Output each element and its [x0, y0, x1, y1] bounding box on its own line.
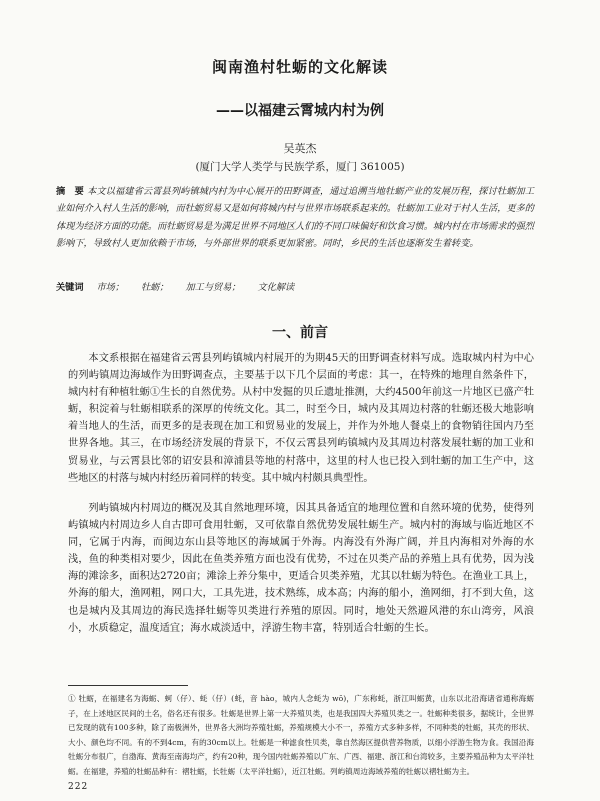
body-paragraph-1	[68, 350, 534, 487]
paper-subtitle: ——以福建云霄城内村为例	[216, 103, 384, 119]
author-affiliation: (厦门大学人类学与民族学系，厦门 361005)	[195, 161, 405, 173]
abstract-label: 摘 要	[56, 186, 84, 197]
abstract-text: 本文以福建省云霄县列屿镇城内村为中心展开的田野调查，通过追溯当地牡蛎产业的发展历程，探讨牡蛎加工业如何介入村人生活的影响，而牡蛎贸易又是如何将城内村与世界市场联系起来的。牡蛎加工业对于村人生活，更多的体现为经济方面的功能。而牡蛎贸易是为满足世界不同地区人们的不同口味偏好和饮食习惯。城内村在市场需求的强烈影响下，导致村人更加依赖于市场，与外部世界的联系更加紧密。同时，乡民的生活也逐渐发生着转变。	[56, 186, 535, 250]
keyword: 文化解读	[257, 282, 295, 293]
keywords-label: 关键词	[56, 282, 84, 293]
author-name: 吴英杰	[283, 142, 317, 155]
footnote-divider	[68, 685, 188, 686]
section-heading: 一、前言	[272, 325, 328, 341]
footnote: ① 牡蛎，在福建名为海蛎、蚵（仔）、蚝（仔）(蚝，音 hào，城内人念蚝为 wō)，广东称蚝，浙江叫蛎黄，山东以北沿海诸省通称海蛎子，在上述地区民间的土名，俗名还有很多。牡蛎是世界上第一大养殖贝类，也是我国四大养殖贝类之一。牡蛎种类很多，据统计，全世界已发现的就有100多种，除了南极洲外，世界各大洲均养殖牡蛎，养殖规模大小不一，养殖方式多种多样，不同种类的牡蛎，其壳的形状、大小、颜色均不同。有的不到4cm，有的30cm以上。牡蛎是一种滤食性贝类，靠自然海区提供营养物质，以细小浮游生物为食。我国沿海牡蛎分布很广，自渤海、黄海至南海均产，约有20种，现今国内牡蛎养殖以广东、广西、福建、浙江和台湾较多，主要养殖品种为太平洋牡蛎。在福建，养殖的牡蛎品种有：褶牡蛎，长牡蛎（太平洋牡蛎），近江牡蛎。列屿镇周边海域养殖的牡蛎以褶牡蛎为主。	[68, 694, 534, 776]
paper-title: 闽南渔村牡蛎的文化解读	[211, 58, 388, 76]
paragraph-text: 本文系根据在福建省云霄县列屿镇城内村展开的为期45天的田野调查材料写成。选取城内村为中心的列屿镇周边海域作为田野调查点，主要基于以下几个层面的考虑：其一，在特殊的地理自然条件下，城内村有种植牡蛎①生长的自然优势。从村中发掘的贝丘遗址推测，大约4500年前这一片地区已盛产牡蛎，积淀着与牡蛎相联系的深厚的传统文化。其二，时至今日，城内及其周边村落的牡蛎还极大地影响着当地人的生活，而更多的是表现在加工和贸易业的发展上，并作为外地人餐桌上的食物销往国内乃至世界各地。其三，在市场经济发展的背景下，不仅云霄县列屿镇城内及其周边村落发展牡蛎的加工业和贸易业，与云霄县比邻的诏安县和漳浦县等地的村落中，这里的村人也已投入到牡蛎的加工生产中，这些地区的村落与城内村经历着同样的转变。其中城内村颇具典型性。	[68, 353, 534, 484]
keyword: 市场；	[96, 282, 125, 293]
paragraph-text: 列屿镇城内村周边的概况及其自然地理环境，因其具备适宜的地理位置和自然环境的优势，使得列屿镇城内村周边乡人自古即可食用牡蛎，又可依靠自然优势发展牡蛎生产。城内村的海域与临近地区不同，它属于内海，而闽边东山县等地区的海域属于外海。内海没有外海广阔，并且内海相对外海的水浅，鱼的种类相对要少，因此在鱼类养殖方面也没有优势，不过在贝类产品的养殖上具有优势，因为浅海的滩涂多，面积达2720亩；滩涂上养分集中，更适合贝类养殖，尤其以牡蛎为特色。在渔业工具上，外海的船大，渔网粗，网口大，工具先进，技术熟练，成本高；内海的船小，渔网细，打不到大鱼，这也是城内及其周边的海民选择牡蛎等贝类进行养殖的原因。同时，地处天然避风港的东山湾旁，风浪小，水质稳定，温度适宜；海水咸淡适中，浮游生物丰富，特别适合牡蛎的生长。	[68, 503, 534, 634]
keyword: 加工与贸易；	[185, 282, 241, 293]
body-paragraph-2	[68, 500, 534, 637]
keyword: 牡蛎；	[140, 282, 169, 293]
abstract	[56, 183, 534, 253]
page-number: 222	[68, 782, 89, 792]
keywords	[56, 279, 534, 293]
